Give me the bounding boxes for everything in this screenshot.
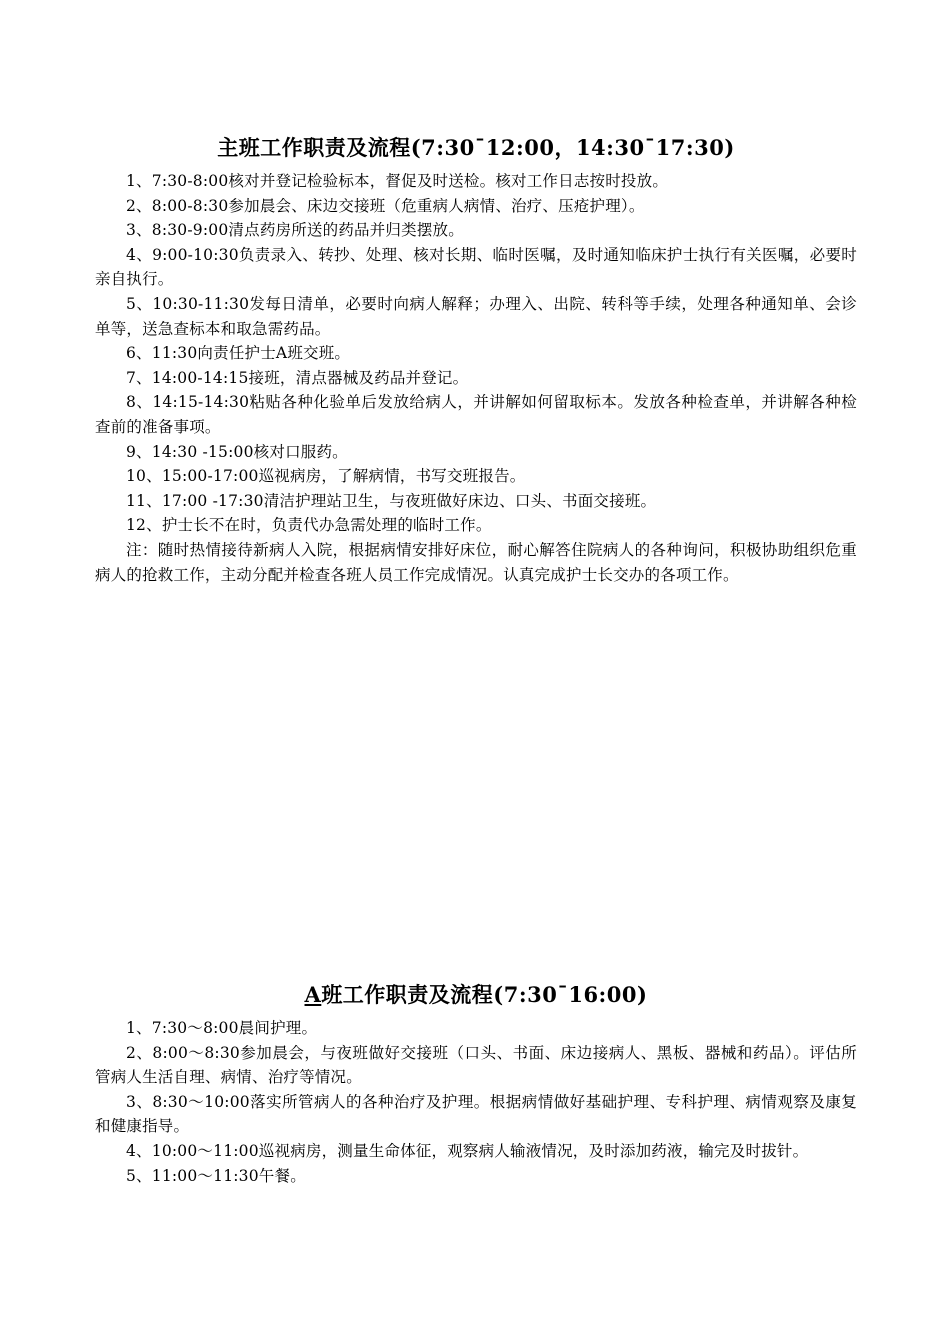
list-item: 5、10:30-11:30发每日清单，必要时向病人解释；办理入、出院、转科等手续，处理各种通知单、会诊单等，送急查标本和取急需药品。 bbox=[95, 294, 857, 338]
list-item: 4、10:00～11:00巡视病房，测量生命体征，观察病人输液情况，及时添加药液，输完及时拔针。 bbox=[126, 1141, 809, 1160]
list-item: 7、14:00-14:15接班，清点器械及药品并登记。 bbox=[126, 368, 469, 387]
list-item: 6、11:30向责任护士A班交班。 bbox=[126, 344, 351, 363]
list-item: 3、8:30-9:00清点药房所送的药品并归类摆放。 bbox=[126, 221, 464, 240]
list-item: 3、8:30～10:00落实所管病人的各种治疗及护理。根据病情做好基础护理、专科护理、病情观察及康复和健康指导。 bbox=[95, 1092, 857, 1136]
list-item: 2、8:00～8:30参加晨会，与夜班做好交接班（口头、书面、床边接病人、黑板、器械和药品）。评估所管病人生活自理、病情、治疗等情况。 bbox=[95, 1043, 857, 1087]
title-rest: 班工作职责及流程(7:30¯16:00) bbox=[321, 982, 648, 1007]
section-a-shift bbox=[95, 980, 857, 1188]
list-item: 2、8:00-8:30参加晨会、床边交接班（危重病人病情、治疗、压疮护理）。 bbox=[126, 196, 645, 215]
list-item: 10、15:00-17:00巡视病房，了解病情，书写交班报告。 bbox=[126, 467, 526, 486]
note-paragraph: 注：随时热情接待新病人入院，根据病情安排好床位，耐心解答住院病人的各种询问，积极协助组织危重病人的抢救工作，主动分配并检查各班人员工作完成情况。认真完成护士长交办的各项工作。 bbox=[95, 540, 857, 584]
title-prefix: A bbox=[304, 982, 322, 1007]
list-item: 12、护士长不在时，负责代办急需处理的临时工作。 bbox=[126, 516, 492, 535]
list-item: 1、7:30～8:00晨间护理。 bbox=[126, 1019, 318, 1037]
section-main-shift bbox=[95, 133, 857, 587]
list-item: 5、11:00～11:30午餐。 bbox=[126, 1166, 306, 1185]
list-item: 8、14:15-14:30粘贴各种化验单后发放给病人，并讲解如何留取标本。发放各种检查单，并讲解各种检查前的准备事项。 bbox=[95, 393, 857, 436]
section-title-a-shift bbox=[95, 980, 857, 1010]
list-item: 9、14:30 -15:00核对口服药。 bbox=[126, 442, 348, 461]
list-item: 1、7:30-8:00核对并登记检验标本，督促及时送检。核对工作日志按时投放。 bbox=[126, 172, 669, 190]
list-item: 11、17:00 -17:30清洁护理站卫生，与夜班做好床边、口头、书面交接班。 bbox=[126, 491, 657, 510]
list-item: 4、9:00-10:30负责录入、转抄、处理、核对长期、临时医嘱，及时通知临床护士执行有关医嘱，必要时亲自执行。 bbox=[95, 245, 857, 289]
section-title-main-shift: 主班工作职责及流程(7:30¯12:00，14:30¯17:30) bbox=[217, 135, 735, 160]
